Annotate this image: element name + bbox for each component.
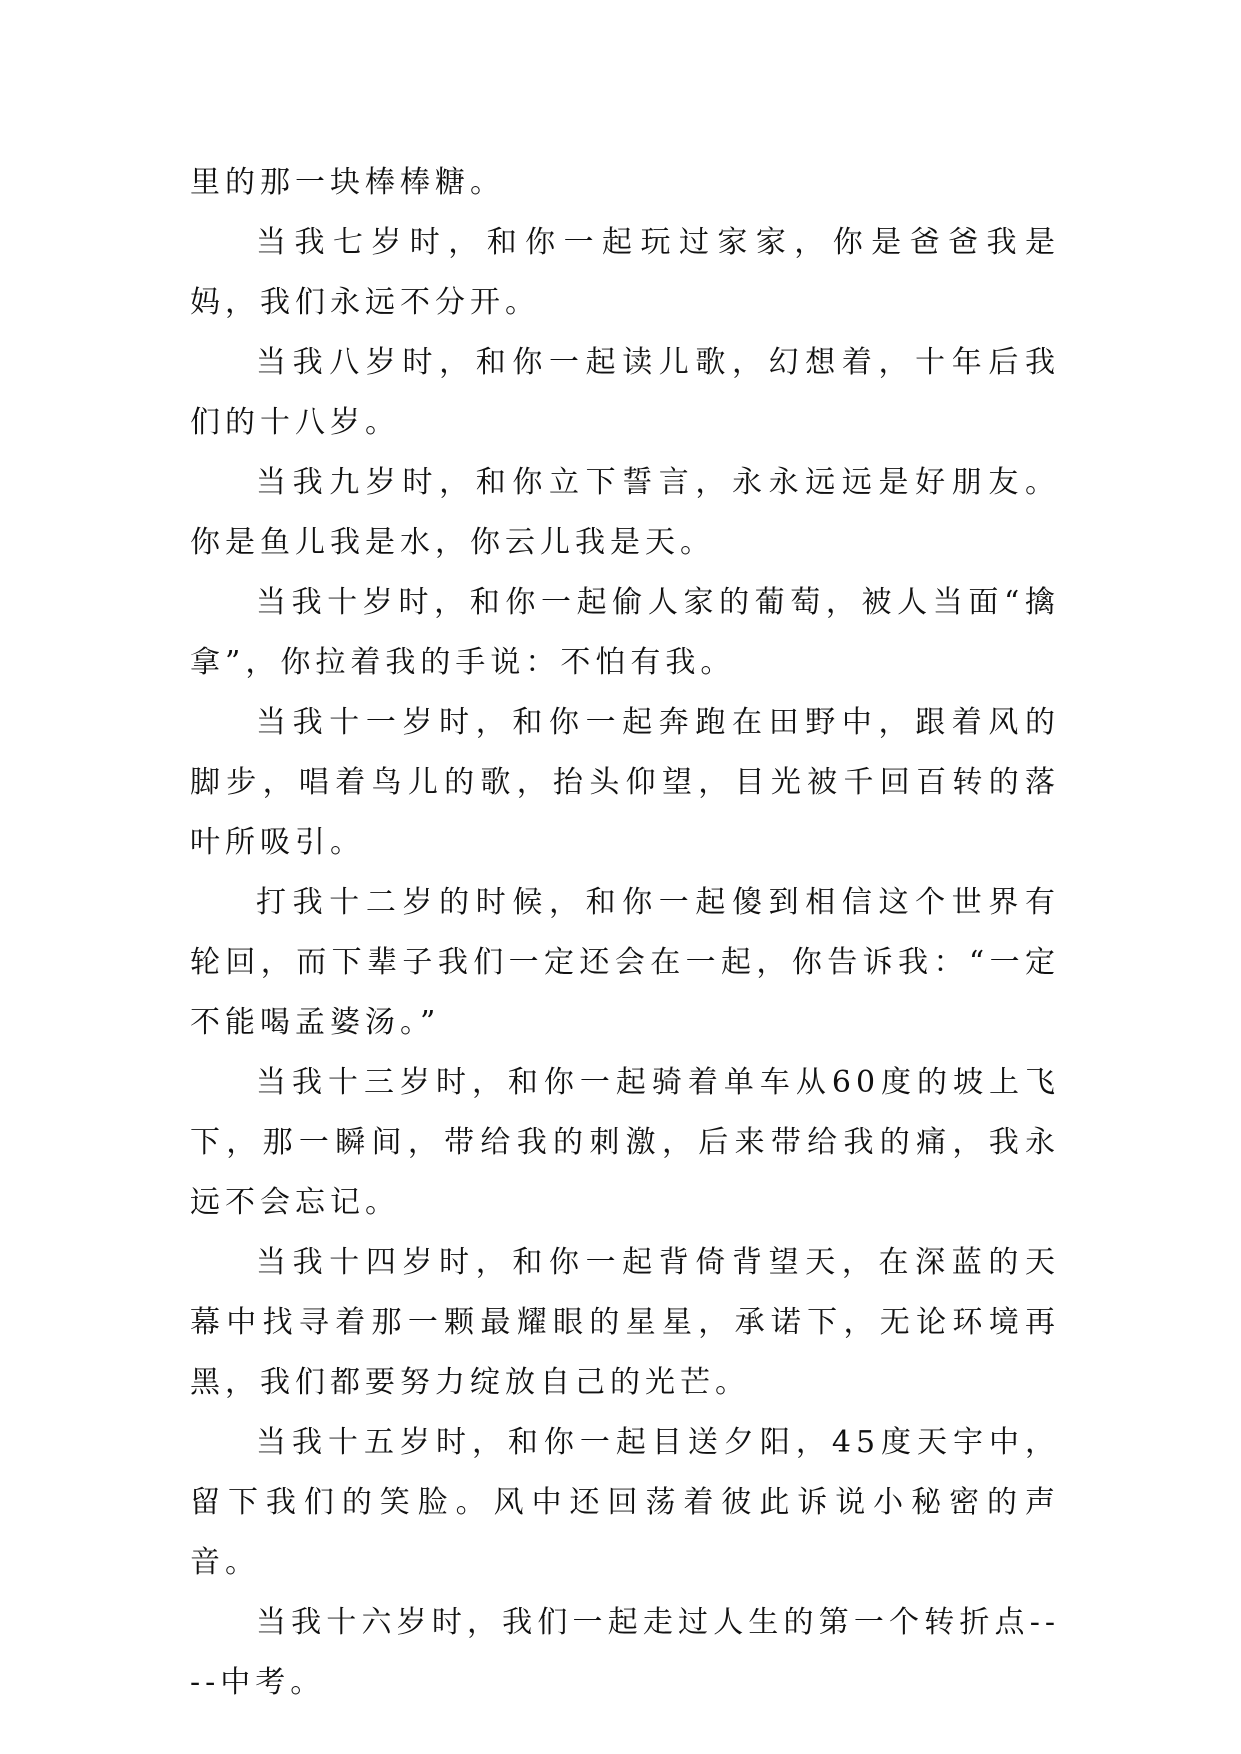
paragraph-7: 打我十二岁的时候，和你一起傻到相信这个世界有轮回，而下辈子我们一定还会在一起，你告诉我：“一定不能喝孟婆汤。”	[190, 885, 1060, 1040]
paragraph-8: 当我十三岁时，和你一起骑着单车从60度的坡上飞下，那一瞬间，带给我的刺激，后来带给我的痛，我永远不会忘记。	[190, 1065, 1060, 1220]
paragraph-4: 当我九岁时，和你立下誓言，永永远远是好朋友。你是鱼儿我是水，你云儿我是天。	[190, 465, 1060, 560]
paragraph-1: 里的那一块棒棒糖。	[190, 165, 505, 200]
paragraph-5: 当我十岁时，和你一起偷人家的葡萄，被人当面“擒拿”，你拉着我的手说：不怕有我。	[190, 585, 1060, 680]
paragraph-2: 当我七岁时，和你一起玩过家家，你是爸爸我是妈，我们永远不分开。	[190, 225, 1060, 320]
paragraph-9: 当我十四岁时，和你一起背倚背望天，在深蓝的天幕中找寻着那一颗最耀眼的星星，承诺下，无论环境再黑，我们都要努力绽放自己的光芒。	[190, 1245, 1060, 1400]
paragraph-10: 当我十五岁时，和你一起目送夕阳，45度天宇中，留下我们的笑脸。风中还回荡着彼此诉说小秘密的声音。	[190, 1425, 1060, 1580]
document-body	[190, 153, 1060, 1713]
paragraph-6: 当我十一岁时，和你一起奔跑在田野中，跟着风的脚步，唱着鸟儿的歌，抬头仰望，目光被千回百转的落叶所吸引。	[190, 705, 1060, 860]
paragraph-3: 当我八岁时，和你一起读儿歌，幻想着，十年后我们的十八岁。	[190, 345, 1060, 440]
paragraph-11: 当我十六岁时，我们一起走过人生的第一个转折点----中考。	[190, 1605, 1060, 1700]
